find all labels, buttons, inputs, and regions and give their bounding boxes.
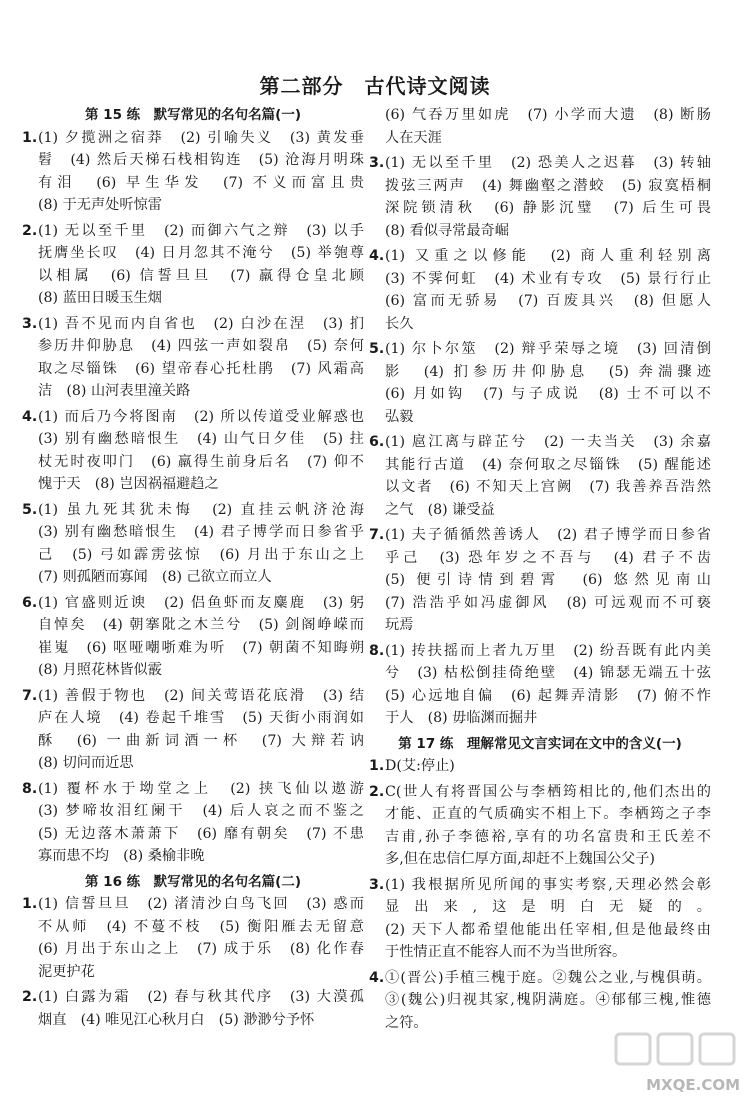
answer-number: 1. xyxy=(369,758,385,774)
answer-item xyxy=(22,127,364,217)
answer-line: (1) 善假于物也 (2) 间关莺语花底滑 (3) 结 xyxy=(38,687,364,704)
answer-line: 烟直 (4) 唯见江心秋月白 (5) 渺渺兮予怀 xyxy=(38,1011,315,1028)
answer-line: 崔嵬 (6) 呕哑嘲哳难为听 (7) 朝菌不知晦朔 xyxy=(38,639,364,656)
answer-line: (1) 无以至千里 (2) 恐美人之迟暮 (3) 转轴 xyxy=(385,155,711,171)
answer-item xyxy=(22,220,364,310)
answer-item xyxy=(369,967,711,1035)
answer-line: (1) 官盛则近谀 (2) 侣鱼虾而友麋鹿 (3) 躬 xyxy=(38,594,364,611)
answer-line: (8) 切问而近思 xyxy=(38,755,134,771)
answer-line: (1) 扈江离与辟芷兮 (2) 一夫当关 (3) 余嘉 xyxy=(385,434,711,450)
answer-line: 之气 (8) 谦受益 xyxy=(385,501,495,518)
answer-number: 7. xyxy=(22,687,38,704)
answer-number: 4. xyxy=(22,408,38,425)
answer-line: 才能、正直的气质确实不相上下。李栖筠之子李 xyxy=(385,806,711,822)
answer-line: (1) 信誓旦旦 (2) 渚清沙白鸟飞回 (3) 惑而 xyxy=(38,896,364,912)
answer-line: (7) 则孤陋而寡闻 (8) 己欲立而立人 xyxy=(38,569,272,585)
answer-number: 2. xyxy=(369,783,385,800)
answer-line: (1) 无以至千里 (2) 而御六气之辩 (3) 以手 xyxy=(38,222,364,239)
answer-line: 抚膺坐长叹 (4) 日月忽其不淹兮 (5) 举匏尊 xyxy=(38,245,364,261)
answer-line: 玩焉 xyxy=(385,617,414,633)
answer-number: 3. xyxy=(22,315,38,332)
answer-line: C(世人有将晋国公与李栖筠相比的,他们杰出的 xyxy=(385,783,711,800)
answer-item xyxy=(369,338,711,428)
answer-number: 8. xyxy=(369,642,385,659)
answer-number: 8. xyxy=(22,780,38,797)
answer-item xyxy=(22,499,364,589)
answer-item xyxy=(369,755,711,778)
answer-number: 4. xyxy=(369,248,385,264)
answer-line: 己 (5) 弓如霹雳弦惊 (6) 月出于东山之上 xyxy=(38,546,364,563)
answer-line: (8) 看似寻常最奇崛 xyxy=(385,222,509,239)
section-heading: 第 16 练 默写常见的名句名篇(二) xyxy=(84,873,302,890)
watermark-text: MXQE.COM xyxy=(646,1076,740,1094)
answer-line: 弘毅 xyxy=(385,408,414,425)
answer-continuation xyxy=(369,104,711,149)
answer-item xyxy=(369,874,711,964)
answer-item xyxy=(369,524,711,637)
answer-line: (6) 富而无骄易 (7) 百废具兴 (8) 但愿人 xyxy=(385,293,711,309)
answer-line: (8) 于无声处听惊雷 xyxy=(38,197,162,213)
answer-item xyxy=(22,986,364,1031)
answer-line: 长久 xyxy=(385,315,414,332)
page-title: 第二部分 古代诗文阅读 xyxy=(259,74,491,98)
answer-line: (7) 浩浩乎如冯虚御风 (8) 可远观而不可亵 xyxy=(385,594,711,611)
answer-line: 自悼矣 (4) 朝搴阰之木兰兮 (5) 剑阁峥嵘而 xyxy=(38,617,364,633)
answer-line: (2) 天下人都希望他能出任宰相,但是他最终由 xyxy=(385,921,711,938)
answer-line: 于性情正直不能容人而不为当世所容。 xyxy=(385,944,627,960)
answer-line: 不从师 (4) 不蔓不枝 (5) 衡阳雁去无留意 xyxy=(38,918,364,935)
answer-line: 庐在人境 (4) 卷起千堆雪 (5) 天街小雨润如 xyxy=(38,710,364,726)
answer-number: 1. xyxy=(22,896,38,912)
answer-line: 参历井仰胁息 (4) 四弦一声如裂帛 (5) 奈何 xyxy=(38,338,364,354)
answer-item xyxy=(22,685,364,775)
answer-number: 3. xyxy=(369,876,385,893)
answer-item xyxy=(369,152,711,242)
answer-number: 6. xyxy=(22,594,38,611)
answer-line: 酥 (6) 一曲新词酒一杯 (7) 大辩若讷 xyxy=(38,732,364,749)
answer-line: (1) 虽九死其犹未悔 (2) 直挂云帆济沧海 xyxy=(38,501,364,518)
answer-line: (1) 白露为霜 (2) 春与秋其代序 (3) 大漠孤 xyxy=(38,989,364,1005)
answer-line: 泥更护花 xyxy=(38,963,95,980)
answer-line: 显出来,这是明白无疑的。 xyxy=(385,899,711,915)
answer-line: (6) 月出于东山之上 (7) 成于乐 (8) 化作春 xyxy=(38,941,364,957)
answer-number: 6. xyxy=(369,434,385,450)
answer-line: 于人 (8) 毋临渊而掘井 xyxy=(385,710,538,726)
answer-line: ①(晋公)手植三槐于庭。②魏公之业,与槐俱萌。 xyxy=(385,969,711,986)
answer-line: 拨弦三两声 (4) 舞幽壑之潜蛟 (5) 寂寞梧桐 xyxy=(385,177,711,194)
answer-item xyxy=(369,640,711,730)
answer-line: 兮 (3) 枯松倒挂倚绝壁 (4) 锦瑟无端五十弦 xyxy=(385,665,711,681)
answer-line: 影 (4) 扪参历井仰胁息 (5) 奔湍骤迹 xyxy=(385,363,711,380)
answer-line: (1) 尔卜尔筮 (2) 辩乎荣辱之境 (3) 回清倒 xyxy=(385,341,711,357)
answer-item xyxy=(22,893,364,983)
answer-item xyxy=(369,431,711,521)
answer-line: (1) 覆杯水于坳堂之上 (2) 挟飞仙以遨游 xyxy=(38,780,364,797)
answer-line: (5) 无边落木萧萧下 (6) 靡有朝矣 (7) 不患 xyxy=(38,825,364,842)
answer-line: 乎己 (3) 恐年岁之不吾与 (4) 君子不齿 xyxy=(385,549,711,566)
answer-line: 以文者 (6) 不知天上宫阙 (7) 我善养吾浩然 xyxy=(385,479,711,495)
section-heading: 第 15 练 默写常见的名句名篇(一) xyxy=(84,107,302,123)
answer-item xyxy=(22,592,364,682)
answer-line: 洁 (8) 山河表里潼关路 xyxy=(38,383,191,399)
answer-line: D(艾:停止) xyxy=(385,758,455,774)
answer-line: 寡而患不均 (8) 桑榆非晚 xyxy=(38,848,205,864)
answer-line: ③(魏公)归视其家,槐阴满庭。④郁郁三槐,惟德 xyxy=(385,992,711,1008)
answer-line: (8) 蓝田日暖玉生烟 xyxy=(38,290,162,306)
answer-line: (1) 我根据所见所闻的事实考察,天理必然会彰 xyxy=(385,876,711,893)
answer-number: 2. xyxy=(22,222,38,239)
answer-line: 取之尽锱铢 (6) 望帝春心托杜鹃 (7) 风霜高 xyxy=(38,360,364,377)
answer-number: 1. xyxy=(22,129,38,146)
answer-number: 5. xyxy=(369,341,385,357)
section-heading: 第 17 练 理解常见文言实词在文中的含义(一) xyxy=(398,735,682,752)
answer-line: 人在天涯 xyxy=(385,129,442,146)
answer-line: (6) 气吞万里如虎 (7) 小学而大遗 (8) 断肠 xyxy=(385,107,711,123)
answer-line: 杖无时夜叩门 (6) 羸得生前身后名 (7) 仰不 xyxy=(38,453,364,470)
answer-line: (5) 心远地自偏 (6) 起舞弄清影 (7) 俯不怍 xyxy=(385,687,711,704)
answer-line: (6) 月如钩 (7) 与子成说 (8) 士不可以不 xyxy=(385,386,711,402)
answer-line: 其能行古道 (4) 奈何取之尽锱铢 (5) 醒能述 xyxy=(385,456,711,473)
answer-line: (1) 而后乃今将图南 (2) 所以传道受业解惑也 xyxy=(38,408,364,425)
answer-line: 深院锁清秋 (6) 静影沉璧 (7) 后生可畏 xyxy=(385,200,711,216)
answer-line: (8) 月照花林皆似霰 xyxy=(38,662,162,678)
answer-number: 3. xyxy=(369,155,385,171)
answer-number: 7. xyxy=(369,527,385,543)
answer-line: (1) 夕揽洲之宿莽 (2) 引喻失义 (3) 黄发垂 xyxy=(38,129,364,146)
answer-item xyxy=(22,406,364,496)
answer-item xyxy=(369,781,711,871)
answer-line: (1) 夫子循循然善诱人 (2) 君子博学而日参省 xyxy=(385,527,711,543)
answer-line: (1) 吾不见而内自省也 (2) 白沙在涅 (3) 扪 xyxy=(38,315,364,332)
answer-line: 吉甫,孙子李德裕,享有的功名富贵和王氏差不 xyxy=(385,828,711,845)
answer-number: 2. xyxy=(22,989,38,1005)
answer-line: 多,但在忠信仁厚方面,却赶不上魏国公父子) xyxy=(385,851,655,867)
answer-line: 以相属 (6) 信誓旦旦 (7) 羸得仓皇北顾 xyxy=(38,267,364,284)
answer-number: 5. xyxy=(22,501,38,518)
answer-line: (3) 梦啼妆泪红阑干 (4) 后人哀之而不鉴之 xyxy=(38,803,364,819)
answer-line: 有泪 (6) 早生华发 (7) 不义而富且贵 xyxy=(38,174,364,191)
answer-line: 愧于天 (8) 岂因祸福避趋之 xyxy=(38,476,219,492)
answer-line: (3) 别有幽愁暗恨生 (4) 君子博学而日参省乎 xyxy=(38,524,364,540)
answer-line: 髫 (4) 然后天梯石栈相钩连 (5) 沧海月明珠 xyxy=(38,152,364,168)
answer-item xyxy=(22,313,364,403)
right-column xyxy=(369,104,711,1037)
left-column xyxy=(22,104,364,1034)
answer-line: (3) 别有幽愁暗恨生 (4) 山气日夕佳 (5) 拄 xyxy=(38,431,364,447)
answer-line: (1) 抟扶摇而上者九万里 (2) 纷吾既有此内美 xyxy=(385,642,711,659)
answer-line: (3) 不霁何虹 (4) 术业有专攻 (5) 景行行止 xyxy=(385,270,711,287)
answer-item xyxy=(22,778,364,868)
answer-number: 4. xyxy=(369,969,385,986)
answer-line: (5) 便引诗情到碧霄 (6) 悠然见南山 xyxy=(385,572,711,588)
answer-item xyxy=(369,245,711,335)
answer-line: (1) 又重之以修能 (2) 商人重利轻别离 xyxy=(385,248,711,264)
answer-line: 之符。 xyxy=(385,1014,428,1031)
